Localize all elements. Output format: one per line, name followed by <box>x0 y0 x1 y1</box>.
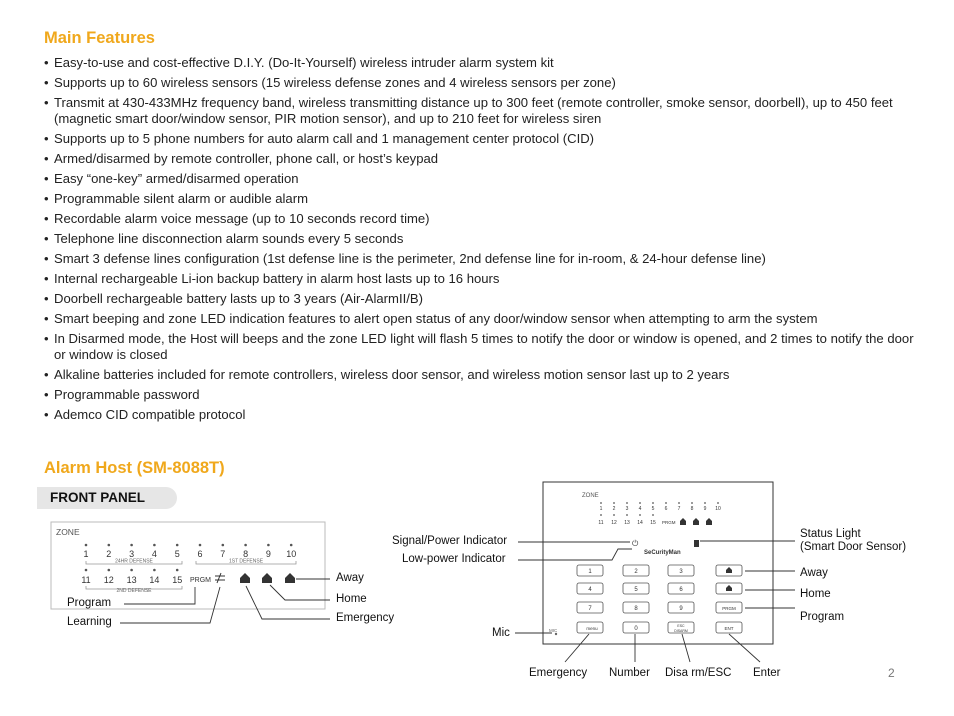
zone-number: 6 <box>664 506 668 512</box>
zone-number: 3 <box>625 506 629 512</box>
zone-number: 4 <box>151 549 157 559</box>
emergency-key-label: menu <box>586 626 598 631</box>
zone-number: 12 <box>611 520 617 526</box>
zone-number: 8 <box>243 549 249 559</box>
zone-number: 1 <box>599 506 603 512</box>
right-callout-number: Number <box>609 667 650 679</box>
zone-led <box>652 502 654 504</box>
key-label: 1 <box>588 569 592 575</box>
right-callout-program: Program <box>800 611 845 623</box>
key-label: 4 <box>588 587 592 593</box>
status-light-icon <box>694 540 699 547</box>
zone-led <box>613 514 615 516</box>
zone-number: 13 <box>126 575 137 585</box>
feature-item: • Programmable silent alarm or audible alarm <box>44 191 924 207</box>
alarm-host-title: Alarm Host (SM-8088T) <box>44 459 225 477</box>
left-1st-defense: 1ST DEFENSE <box>228 558 264 565</box>
key-label: 9 <box>679 606 683 612</box>
zone-number: 15 <box>172 575 183 585</box>
mic-hole <box>555 633 557 635</box>
zone-number: 2 <box>106 549 112 559</box>
program-key-label: PRGM <box>722 606 736 611</box>
zone-number: 13 <box>624 520 630 526</box>
zone-led <box>665 502 667 504</box>
feature-item: • Recordable alarm voice message (up to 10 seconds record time) <box>44 211 924 227</box>
zone-led <box>613 502 615 504</box>
zone-number: 5 <box>651 506 655 512</box>
right-callout-emergency: Emergency <box>529 667 588 679</box>
left-prgm-label: PRGM <box>190 577 211 584</box>
main-features-title: Main Features <box>44 29 155 47</box>
feature-item: • Easy “one-key” armed/disarmed operation <box>44 171 924 187</box>
zone-led <box>639 502 641 504</box>
feature-item: • Smart 3 defense lines configuration (1st defense line is the perimeter, 2nd defense line for in-room, & 24-hour defense line) <box>44 251 924 267</box>
feature-item: • Easy-to-use and cost-effective D.I.Y. (Do-It-Yourself) wireless intruder alarm system kit <box>44 55 924 71</box>
feature-item: • In Disarmed mode, the Host will beeps and the zone LED light will flash 5 times to notify the door or window is opened, and 2 times to notify the door or window is closed <box>44 331 924 363</box>
zone-number: 9 <box>703 506 707 512</box>
zone-number: 2 <box>612 506 616 512</box>
zone-led <box>704 502 706 504</box>
right-callout-away: Away <box>800 567 828 579</box>
zone-led <box>600 514 602 516</box>
right-callout-status-light-sub: (Smart Door Sensor) <box>800 541 907 553</box>
zone-number: 8 <box>690 506 694 512</box>
mic-small-label: MIC <box>549 628 558 633</box>
key-label: 5 <box>634 587 638 593</box>
right-callout-disarm-esc: Disa rm/ESC <box>665 667 732 679</box>
feature-item: • Transmit at 430-433MHz frequency band, wireless transmitting distance up to 300 feet (remote controller, smoke sensor, doorbell), up to 450 feet (magnetic smart door/window sensor, PIR motion sensor), and up to 210 feet for wireless siren <box>44 95 924 127</box>
zone-number: 7 <box>220 549 226 559</box>
zone-number: 11 <box>598 520 604 526</box>
power-icon: ⏻ <box>632 539 639 548</box>
feature-item: • Supports up to 5 phone numbers for auto alarm call and 1 management center protocol (CID) <box>44 131 924 147</box>
zone-led <box>652 514 654 516</box>
feature-item: • Ademco CID compatible protocol <box>44 407 924 423</box>
key-label: 8 <box>634 606 638 612</box>
right-callout-signal-power: Signal/Power Indicator <box>392 535 508 547</box>
zone-number: 9 <box>265 549 271 559</box>
zone-number: 12 <box>103 575 114 585</box>
disarm-key-bottom: DISARM <box>674 629 688 633</box>
feature-item: • Alkaline batteries included for remote controllers, wireless door sensor, and wireless motion sensor last up to 2 years <box>44 367 924 383</box>
enter-key-label: ENT <box>724 626 734 631</box>
right-callout-low-power: Low-power Indicator <box>402 553 506 565</box>
zone-led <box>691 502 693 504</box>
zone-number: 7 <box>677 506 681 512</box>
zone-led <box>600 502 602 504</box>
zone-number: 3 <box>129 549 135 559</box>
feature-item: • Doorbell rechargeable battery lasts up to 3 years (Air-AlarmII/B) <box>44 291 924 307</box>
zone-number: 11 <box>81 575 91 585</box>
feature-item: • Telephone line disconnection alarm sounds every 5 seconds <box>44 231 924 247</box>
zone-led <box>626 502 628 504</box>
zone-number: 4 <box>638 506 642 512</box>
zone-number: 14 <box>637 520 643 526</box>
brand-logo: SeCurityMan <box>644 550 681 556</box>
right-callout-status-light: Status Light <box>800 528 861 540</box>
feature-item: • Supports up to 60 wireless sensors (15 wireless defense zones and 4 wireless sensors per zone) <box>44 75 924 91</box>
right-callout-home: Home <box>800 588 831 600</box>
key-label: 7 <box>588 606 592 612</box>
zone-led <box>639 514 641 516</box>
page-number: 2 <box>888 666 895 680</box>
right-zone-label: ZONE <box>582 493 599 499</box>
feature-item: • Internal rechargeable Li-ion backup battery in alarm host lasts up to 16 hours <box>44 271 924 287</box>
zone-number: 5 <box>174 549 180 559</box>
key-label: 3 <box>679 569 683 575</box>
zone-led <box>678 502 680 504</box>
left-callout-home: Home <box>336 593 367 605</box>
feature-item: • Smart beeping and zone LED indication features to alert open status of any door/window sensor when attempting to arm the system <box>44 311 924 327</box>
disarm-key-top: ESC <box>677 624 685 628</box>
front-panel-label: FRONT PANEL <box>37 487 177 509</box>
right-callout-mic: Mic <box>492 627 510 639</box>
zone-led <box>626 514 628 516</box>
zone-number: 6 <box>197 549 203 559</box>
zone-number: 14 <box>149 575 160 585</box>
right-callout-enter: Enter <box>753 667 781 679</box>
right-prgm-label: PRGM <box>662 520 676 525</box>
feature-item: • Armed/disarmed by remote controller, phone call, or host’s keypad <box>44 151 924 167</box>
left-callout-learning: Learning <box>67 616 112 628</box>
key-label: 6 <box>679 587 683 593</box>
zone-number: 15 <box>650 520 656 526</box>
left-2nd-defense: 2ND DEFENSE <box>116 588 152 594</box>
left-callout-away: Away <box>336 572 364 584</box>
right-panel-frame <box>543 482 773 644</box>
left-callout-program: Program <box>67 597 112 609</box>
zone-number: 10 <box>286 549 297 559</box>
feature-item: • Programmable password <box>44 387 924 403</box>
zone-number: 1 <box>83 549 89 559</box>
left-24hr-defense: 24HR DEFENSE <box>115 558 153 565</box>
key-label: 2 <box>634 569 638 575</box>
left-zone-label: ZONE <box>56 527 80 537</box>
key-label: 0 <box>634 626 638 632</box>
left-callout-emergency: Emergency <box>336 612 395 624</box>
zone-led <box>717 502 719 504</box>
zone-number: 10 <box>715 506 721 512</box>
